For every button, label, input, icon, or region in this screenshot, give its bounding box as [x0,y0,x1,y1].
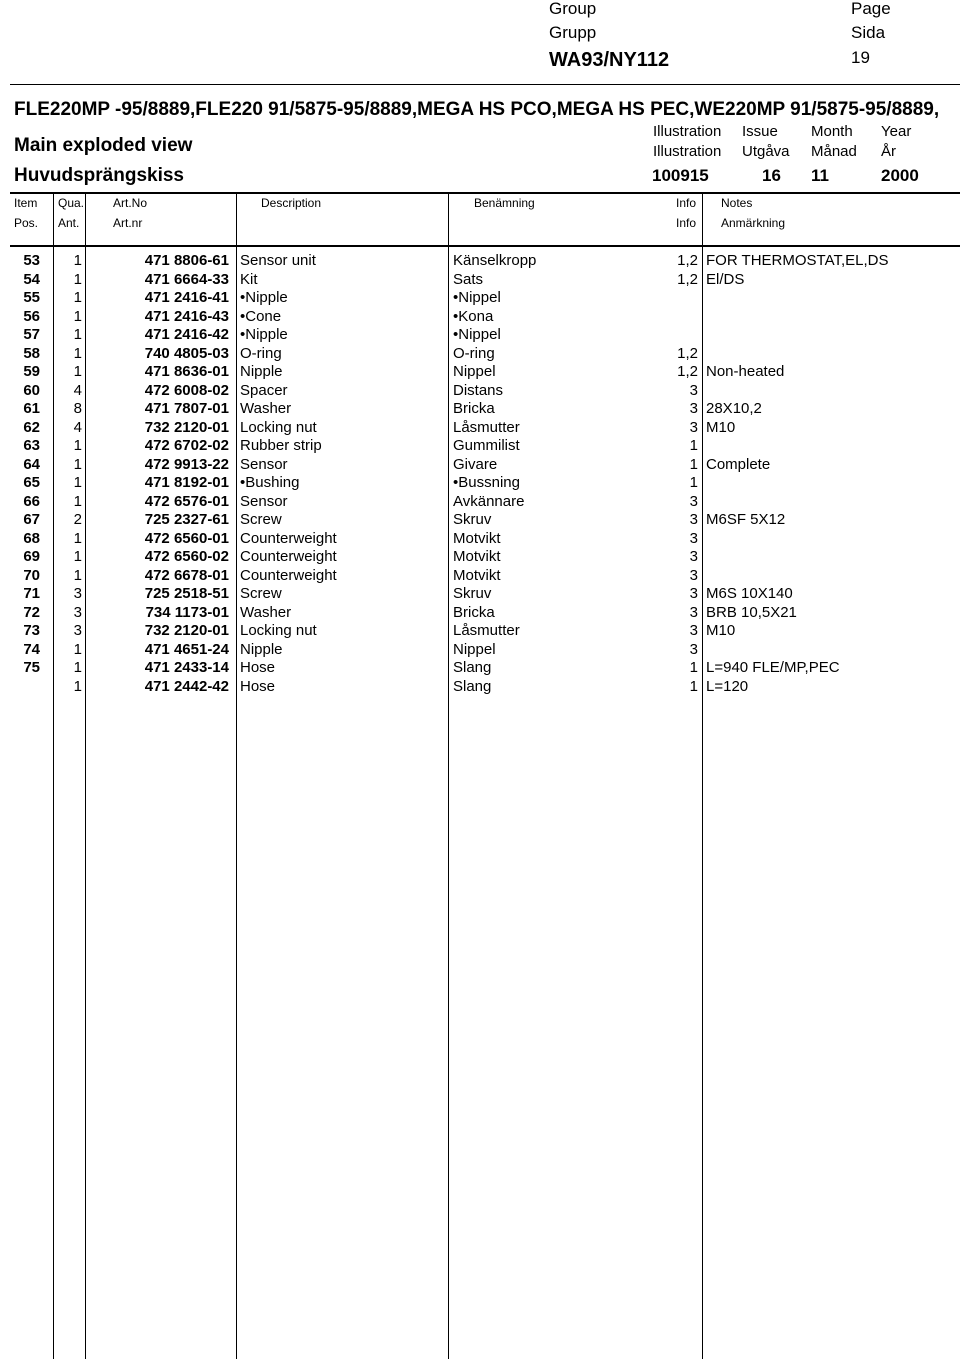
article-number: 472 6576-01 [144,492,229,510]
info-code: 3 [689,622,698,639]
table-row [0,604,960,623]
description-en: Spacer [240,381,288,399]
article-number: 725 2327-61 [144,511,229,528]
description-sv: O-ring [453,344,495,362]
info-code: 3 [689,603,698,621]
quantity: 1 [73,529,82,547]
item-number: 69 [23,548,40,565]
item-number: 62 [23,418,40,436]
description-sv: Motvikt [453,529,501,547]
description-en: Screw [240,511,282,528]
info-code: 1,2 [677,344,698,362]
table-row [0,456,960,475]
description-sv: Gummilist [453,437,520,454]
note: L=940 FLE/MP,PEC [706,659,840,676]
item-number: 58 [23,344,40,362]
note: Complete [706,455,771,473]
description-en: Kit [240,270,258,288]
item-number: 60 [23,381,40,399]
year-value: 2000 [881,166,919,185]
description-sv: Nippel [453,640,496,658]
info-code: 3 [689,529,698,547]
description-sv: Motvikt [453,566,501,584]
article-number: 725 2518-51 [144,585,229,602]
quantity: 1 [73,474,82,491]
description-sv: •Bussning [453,474,520,491]
item-number: 73 [23,622,40,639]
info-code: 1,2 [677,270,698,288]
table-row [0,641,960,660]
item-number: 68 [23,529,40,547]
table-row [0,419,960,438]
article-number: 471 2416-41 [144,289,229,306]
description-en: Rubber strip [240,437,322,454]
table-row [0,678,960,697]
note: L=120 [706,677,749,695]
col-notes-en: Notes [721,196,753,210]
issue-label-en: Issue [742,123,778,140]
description-sv: Låsmutter [453,418,520,436]
article-number: 734 1173-01 [145,603,229,621]
article-number: 471 2433-14 [144,659,229,676]
note: M10 [706,622,736,639]
page-number: 19 [851,48,870,67]
quantity: 3 [73,585,82,602]
description-en: Counterweight [240,566,337,584]
group-value: WA93/NY112 [549,49,670,71]
table-row [0,252,960,271]
col-qty-en: Qua. [58,196,85,210]
quantity: 1 [73,677,82,695]
quantity: 1 [73,363,82,380]
table-row [0,659,960,678]
description-en: •Nipple [240,289,288,306]
description-sv: •Kona [453,307,494,325]
table-row [0,585,960,604]
quantity: 1 [73,437,82,454]
illustration-value: 100915 [652,166,709,185]
article-number: 472 6702-02 [144,437,229,454]
description-en: Hose [240,677,276,695]
description-sv: •Nippel [453,289,501,306]
info-code: 1 [689,474,698,491]
article-number: 471 4651-24 [144,640,229,658]
description-en: Sensor [240,455,288,473]
description-sv: Skruv [453,511,492,528]
year-label-sv: År [881,143,896,160]
illustration-label-sv: Illustration [653,143,722,160]
col-desc-en: Description [261,196,322,210]
issue-value: 16 [762,166,781,185]
article-number: 472 6008-02 [144,381,229,399]
item-number: 65 [23,474,40,491]
view-title-sv: Huvudsprängskiss [14,165,184,186]
description-en: Sensor [240,492,288,510]
header-rule [10,84,960,85]
description-sv: Sats [453,270,484,288]
note: Non-heated [706,363,785,380]
note: El/DS [706,270,745,288]
description-en: O-ring [240,344,282,362]
models-title: FLE220MP -95/8889,FLE220 91/5875-95/8889,MEGA HS PCO,MEGA HS PEC,WE220MP 91/5875-95/8889, [14,99,940,120]
quantity: 1 [73,566,82,584]
group-label-sv: Grupp [549,23,597,42]
item-number: 67 [23,511,40,528]
description-en: •Cone [240,307,282,325]
info-code: 3 [689,548,698,565]
description-en: Screw [240,585,282,602]
description-en: Washer [240,603,292,621]
item-number: 54 [23,270,40,288]
quantity: 1 [73,640,82,658]
quantity: 1 [73,492,82,510]
quantity: 8 [73,400,82,417]
quantity: 4 [73,418,82,436]
article-number: 471 7807-01 [144,400,229,417]
info-code: 1 [689,455,698,473]
description-sv: •Nippel [453,326,501,343]
col-info-sv: Info [676,216,697,230]
quantity: 1 [73,659,82,676]
columns-top-rule [10,192,960,194]
info-code: 3 [689,492,698,510]
col-notes-sv: Anmärkning [721,216,786,230]
description-en: Nipple [240,363,283,380]
note: M6S 10X140 [706,585,793,602]
table-row [0,548,960,567]
month-value: 11 [811,166,829,185]
article-number: 471 2416-43 [144,307,229,325]
month-label-en: Month [811,123,853,140]
item-number: 57 [23,326,40,343]
quantity: 1 [73,289,82,306]
table-row [0,493,960,512]
divider [53,194,54,245]
quantity: 1 [73,344,82,362]
columns-bottom-rule [10,245,960,247]
quantity: 1 [73,455,82,473]
description-sv: Nippel [453,363,496,380]
article-number: 471 2416-42 [144,326,229,343]
quantity: 1 [73,270,82,288]
col-art-sv: Art.nr [113,216,143,230]
page-label-sv: Sida [851,23,886,42]
description-sv: Slang [453,677,492,695]
description-en: Hose [240,659,276,676]
month-label-sv: Månad [811,143,857,160]
note: 28X10,2 [706,400,762,417]
note: M6SF 5X12 [706,511,786,528]
table-row [0,437,960,456]
table-row [0,345,960,364]
info-code: 3 [689,418,698,436]
description-sv: Bricka [453,603,495,621]
description-sv: Givare [453,455,498,473]
info-code: 1 [689,659,698,676]
article-number: 472 6560-01 [144,529,229,547]
table-row [0,511,960,530]
item-number: 74 [23,640,40,658]
article-number: 740 4805-03 [144,344,229,362]
table-row [0,382,960,401]
item-number: 59 [23,363,40,380]
item-number: 56 [23,307,40,325]
table-row [0,363,960,382]
table-row [0,271,960,290]
divider [702,194,703,245]
item-number: 53 [23,252,40,269]
quantity: 2 [73,511,82,528]
quantity: 1 [73,326,82,343]
item-number: 55 [23,289,40,306]
description-en: Locking nut [240,622,317,639]
item-number: 61 [23,400,40,417]
info-code: 3 [689,400,698,417]
item-number: 66 [23,492,40,510]
description-sv: Distans [453,381,504,399]
description-en: •Bushing [240,474,300,491]
item-number: 70 [23,566,40,584]
col-item-en: Item [14,196,38,210]
article-number: 472 6560-02 [144,548,229,565]
quantity: 4 [73,381,82,399]
description-sv: Slang [453,659,492,676]
table-row [0,530,960,549]
col-info-en: Info [676,196,697,210]
article-number: 732 2120-01 [144,418,229,436]
description-en: Counterweight [240,529,337,547]
description-sv: Känselkropp [453,252,537,269]
article-number: 732 2120-01 [144,622,229,639]
view-title-en: Main exploded view [14,135,193,156]
issue-label-sv: Utgåva [742,143,790,160]
description-sv: Skruv [453,585,492,602]
col-qty-sv: Ant. [58,216,80,230]
info-code: 3 [689,381,698,399]
description-en: Nipple [240,640,283,658]
description-sv: Motvikt [453,548,501,565]
description-en: Counterweight [240,548,337,565]
quantity: 3 [73,622,82,639]
table-row [0,308,960,327]
info-code: 1,2 [677,252,698,269]
page-label-en: Page [851,0,891,18]
table-row [0,567,960,586]
info-code: 3 [689,511,698,528]
table-row [0,622,960,641]
item-number: 63 [23,437,40,454]
description-en: Sensor unit [240,252,316,269]
article-number: 471 8806-61 [144,252,229,269]
description-en: Locking nut [240,418,317,436]
note: FOR THERMOSTAT,EL,DS [706,252,889,269]
article-number: 471 8192-01 [144,474,229,491]
divider [85,194,86,245]
article-number: 471 8636-01 [144,363,229,380]
note: BRB 10,5X21 [706,603,797,621]
quantity: 1 [73,252,82,269]
description-sv: Avkännare [453,492,525,510]
description-en: •Nipple [240,326,288,343]
note: M10 [706,418,736,436]
article-number: 472 6678-01 [144,566,229,584]
table-row [0,400,960,419]
item-number: 71 [23,585,40,602]
illustration-label-en: Illustration [653,123,722,140]
col-desc-sv: Benämning [474,196,535,210]
table-row [0,474,960,493]
article-number: 472 9913-22 [144,455,229,473]
table-row [0,326,960,345]
item-number: 75 [23,659,40,676]
info-code: 3 [689,640,698,658]
article-number: 471 6664-33 [144,270,229,288]
info-code: 1,2 [677,363,698,380]
divider [448,194,449,245]
divider [236,194,237,245]
col-art-en: Art.No [113,196,148,210]
quantity: 3 [73,603,82,621]
item-number: 72 [23,603,40,621]
item-number: 64 [23,455,40,473]
description-sv: Låsmutter [453,622,520,639]
col-item-sv: Pos. [14,216,39,230]
description-sv: Bricka [453,400,495,417]
info-code: 1 [689,677,698,695]
info-code: 1 [689,437,698,454]
quantity: 1 [73,307,82,325]
info-code: 3 [689,585,698,602]
info-code: 3 [689,566,698,584]
article-number: 471 2442-42 [144,677,229,695]
group-label-en: Group [549,0,597,18]
description-en: Washer [240,400,292,417]
parts-table [0,252,960,696]
table-row [0,289,960,308]
year-label-en: Year [881,123,912,140]
quantity: 1 [73,548,82,565]
